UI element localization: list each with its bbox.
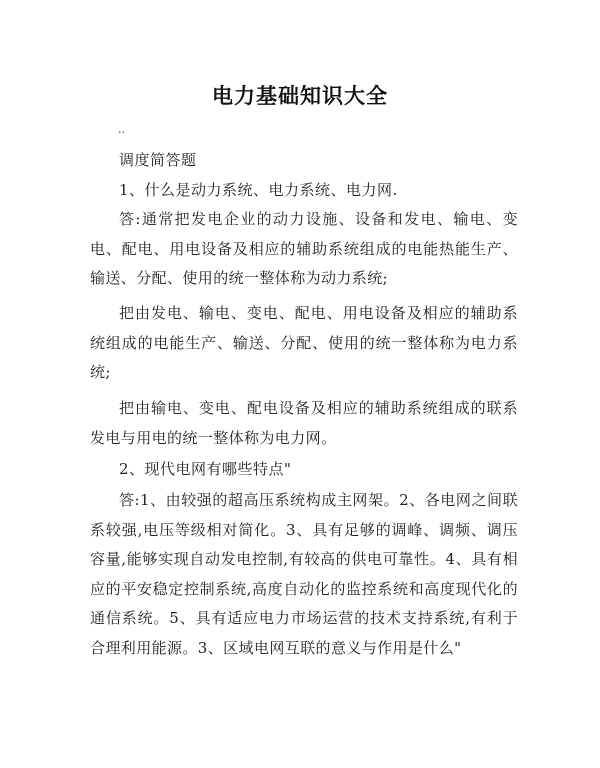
question-1-answer-paragraph-1: 答:通常把发电企业的动力设施、设备和发电、输电、变电、配电、用电设备及相应的辅助系统组成的电能热能生产、输送、分配、使用的统一整体称为动力系统;: [90, 210, 518, 287]
section-heading: 调度简答题: [119, 151, 197, 169]
question-1-answer-paragraph-3: 把由输电、变电、配电设备及相应的辅助系统组成的联系发电与用电的统一整体称为电力网。: [90, 399, 518, 447]
question-2-answer: 答:1、由较强的超高压系统构成主网架。2、各电网之间联系较强,电压等级相对简化。3、具有足够的调峰、调频、调压容量,能够实现自动发电控制,有较高的供电可靠性。4、具有相应的平安稳定控制系统,高度自动化的监控系统和高度现代化的通信系统。5、具有适应电力市场运营的技术支持系统,有利于合理利用能源。3、区域电网互联的意义与作用是什么": [90, 491, 518, 657]
question-1-heading: 1、什么是动力系统、电力系统、电力网.: [119, 181, 398, 199]
document-title: 电力基础知识大全: [212, 83, 388, 108]
page-marker: ..: [118, 123, 125, 136]
question-2-heading: 2、现代电网有哪些特点": [119, 460, 292, 478]
question-1-answer-paragraph-2: 把由发电、输电、变电、配电、用电设备及相应的辅助系统组成的电能生产、输送、分配、使用的统一整体称为电力系统;: [90, 304, 518, 381]
